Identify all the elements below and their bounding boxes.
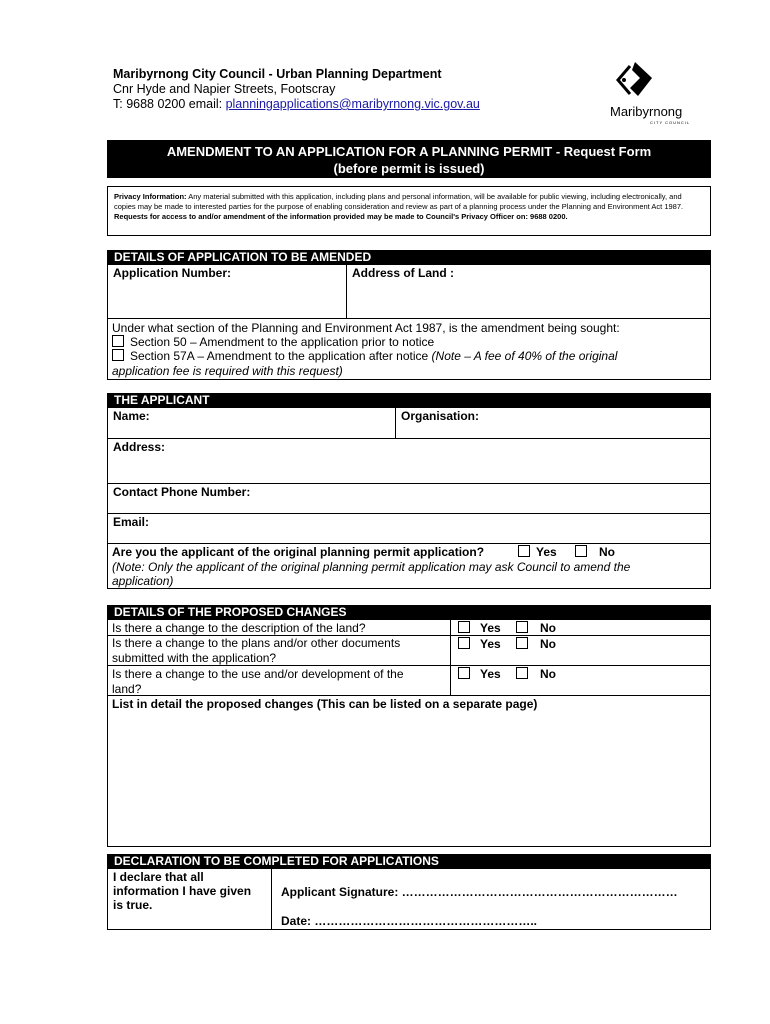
q2-no-option[interactable]: [516, 637, 556, 651]
privacy-text: Any material submitted with this application, including plans and personal information, will be available for public viewing, including electronically, and copies may be made to interested parties for the purpose of enabling consideration and review as part of a planning process under the Planning and Environment Act 1987.: [114, 192, 684, 211]
change-q1: Is there a change to the description of the land?: [112, 621, 366, 635]
signature-area[interactable]: [271, 868, 711, 930]
section-57a-label: Section 57A – Amendment to the application after notice: [130, 349, 432, 363]
q3-no-label: No: [540, 667, 556, 681]
q1-yes-checkbox[interactable]: [458, 621, 470, 633]
changes-divider: [450, 619, 451, 695]
changes-row-divider-2: [107, 665, 711, 666]
date-label: Date: ………………………………………………..: [281, 914, 538, 928]
application-number-label: Application Number:: [113, 266, 232, 280]
original-no-option[interactable]: [575, 545, 615, 559]
original-no-label: No: [599, 545, 615, 559]
application-number-field[interactable]: [107, 264, 347, 319]
declaration-heading: DECLARATION TO BE COMPLETED FOR APPLICATIONS: [107, 854, 711, 868]
name-label: Name:: [113, 409, 150, 423]
form-title-line1: AMENDMENT TO AN APPLICATION FOR A PLANNING PERMIT - Request Form: [166, 144, 652, 159]
organisation-field[interactable]: [395, 407, 711, 439]
q3-yes-option[interactable]: [458, 667, 501, 681]
section-57a-checkbox[interactable]: [112, 349, 124, 361]
section-50-checkbox[interactable]: [112, 335, 124, 347]
organisation-label: Organisation:: [401, 409, 480, 423]
phone-label: Contact Phone Number:: [113, 485, 251, 499]
q1-yes-label: Yes: [480, 621, 501, 635]
privacy-information: [107, 186, 711, 236]
original-note-line2: application): [112, 574, 174, 588]
privacy-label: Privacy Information:: [114, 192, 187, 201]
section-question: Under what section of the Planning and Environment Act 1987, is the amendment being sought:: [112, 321, 620, 335]
change-q2-line2: submitted with the application?: [112, 651, 277, 665]
address-label: Address:: [113, 440, 166, 454]
signature-label: Applicant Signature: ……………………………………………………………: [281, 885, 678, 899]
council-contact: [113, 97, 480, 111]
logo-text: Maribyrnong: [610, 104, 683, 119]
list-changes-label: List in detail the proposed changes (This can be listed on a separate page): [112, 697, 538, 711]
address-of-land-field[interactable]: [346, 264, 711, 319]
q3-yes-checkbox[interactable]: [458, 667, 470, 679]
q3-no-checkbox[interactable]: [516, 667, 528, 679]
q1-yes-option[interactable]: [458, 621, 501, 635]
council-address: Cnr Hyde and Napier Streets, Footscray: [113, 82, 336, 96]
original-no-checkbox[interactable]: [575, 545, 587, 557]
logo-subtext: CITY COUNCIL: [650, 120, 691, 125]
declaration-line2: information I have given: [113, 884, 252, 898]
original-yes-label: Yes: [536, 545, 557, 559]
council-logo: [600, 58, 695, 128]
q2-yes-checkbox[interactable]: [458, 637, 470, 649]
declaration-statement: [107, 868, 272, 930]
list-changes-field[interactable]: [108, 713, 710, 846]
change-q2-line1: Is there a change to the plans and/or other documents: [112, 636, 401, 650]
details-heading: DETAILS OF APPLICATION TO BE AMENDED: [107, 250, 711, 264]
contact-phone: T: 9688 0200 email:: [113, 97, 226, 111]
name-field[interactable]: [107, 407, 396, 439]
q2-no-label: No: [540, 637, 556, 651]
form-title: [107, 140, 711, 178]
section-50-label: Section 50 – Amendment to the application prior to notice: [130, 335, 435, 349]
change-q3-line2: land?: [112, 682, 142, 696]
council-name: Maribyrnong City Council - Urban Planning Department: [113, 67, 442, 81]
email-field[interactable]: [107, 513, 711, 544]
phone-field[interactable]: [107, 483, 711, 514]
email-link[interactable]: planningapplications@maribyrnong.vic.gov.au: [225, 97, 480, 111]
q3-yes-label: Yes: [480, 667, 501, 681]
option-section-57a[interactable]: [112, 349, 617, 363]
q1-no-option[interactable]: [516, 621, 556, 635]
q3-no-option[interactable]: [516, 667, 556, 681]
changes-row-divider-3: [107, 695, 711, 696]
original-note-line1: (Note: Only the applicant of the original planning permit application may ask Council to amend the: [112, 560, 631, 574]
email-label: Email:: [113, 515, 150, 529]
declaration-line1: I declare that all: [113, 870, 204, 884]
original-yes-option[interactable]: [518, 545, 557, 559]
original-yes-checkbox[interactable]: [518, 545, 530, 557]
address-field[interactable]: [107, 438, 711, 484]
section-57a-note-continued: application fee is required with this request): [112, 364, 343, 378]
q1-no-checkbox[interactable]: [516, 621, 528, 633]
applicant-heading: THE APPLICANT: [107, 393, 711, 407]
q2-yes-option[interactable]: [458, 637, 501, 651]
section-57a-note: (Note – A fee of 40% of the original: [431, 349, 618, 363]
address-of-land-label: Address of Land :: [352, 266, 455, 280]
original-applicant-question: Are you the applicant of the original planning permit application?: [112, 545, 485, 559]
change-q3-line1: Is there a change to the use and/or development of the: [112, 667, 404, 681]
option-section-50[interactable]: [112, 335, 434, 349]
q2-yes-label: Yes: [480, 637, 501, 651]
changes-heading: DETAILS OF THE PROPOSED CHANGES: [107, 605, 711, 619]
form-title-line2: (before permit is issued): [333, 161, 485, 176]
declaration-line3: is true.: [113, 898, 153, 912]
q2-no-checkbox[interactable]: [516, 637, 528, 649]
privacy-requests: Requests for access to and/or amendment of the information provided may be made to Council's Privacy Officer on: 9688 0200.: [114, 212, 568, 221]
q1-no-label: No: [540, 621, 556, 635]
